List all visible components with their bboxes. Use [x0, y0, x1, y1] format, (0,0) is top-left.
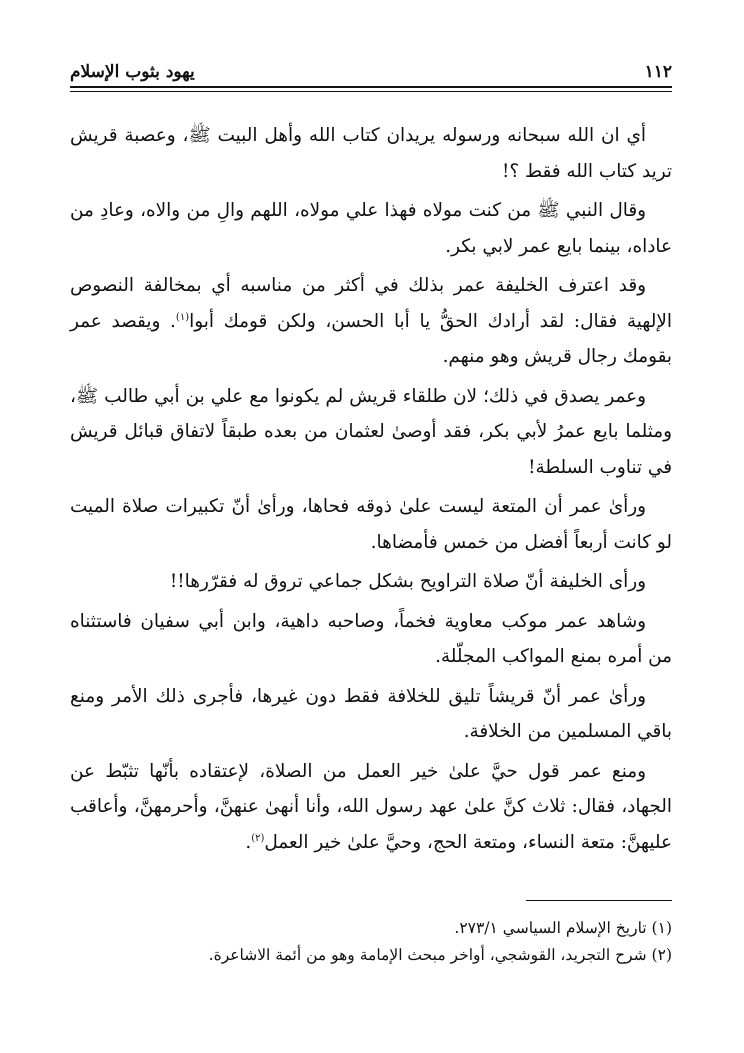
footnote: (١) تاريخ الإسلام السياسي ٢٧٣/١.	[454, 919, 672, 937]
running-header	[70, 52, 672, 82]
footnote: (٢) شرح التجريد، القوشجي، أواخر مبحث الإمامة وهو من أئمة الاشاعرة.	[208, 946, 672, 964]
page-number: ١١٢	[644, 62, 672, 82]
paragraph: وقال النبي ﷺ من كنت مولاه فهذا علي مولاه، اللهم والِ من والاه، وعادِ من عاداه، بينما بايع عمر لابي بكر.	[70, 200, 672, 257]
footnote-rule	[526, 900, 672, 901]
paragraph: ومنع عمر قول حيَّ علىٰ خير العمل من الصلاة، لإعتقاده بأنّها تثبّط عن الجهاد، فقال: ثلاث كنَّ علىٰ عهد رسول الله، وأنا أنهىٰ عنهنَّ، وأحرمهنَّ، وأعاقب عليهنَّ: متعة النساء، ومتعة الحج، وحيَّ علىٰ خير العمل$^{(٢)}$.	[70, 760, 672, 853]
footnote-ref: (٢)	[251, 832, 265, 844]
paragraph: وقد اعترف الخليفة عمر بذلك في أكثر من مناسبه أي بمخالفة النصوص الإلهية فقال: لقد أرادك الحقُّ يا أبا الحسن، ولكن قومك أبوا$^{(١)}$. ويقصد عمر بقومك رجال قريش وهو منهم.	[70, 275, 672, 367]
paragraph: وشاهد عمر موكب معاوية فخماً، وصاحبه داهية، وابن أبي سفيان فاستثناه من أمره بمنع المواكب المجلّلة.	[70, 610, 672, 667]
running-title: يهود بثوب الإسلام	[70, 62, 195, 82]
book-page	[70, 52, 672, 1012]
paragraph: ورأىٰ عمر أن المتعة ليست علىٰ ذوقه فحاها، ورأىٰ أنّ تكبيرات صلاة الميت لو كانت أربعاً أفضل من خمس فأمضاها.	[70, 496, 672, 553]
paragraph: أي ان الله سبحانه ورسوله يريدان كتاب الله وأهل البيت ﷺ، وعصبة قريش تريد كتاب الله فقط ؟!	[70, 125, 672, 182]
footnotes	[70, 915, 672, 969]
paragraph: ورأىٰ عمر أنّ قريشاً تليق للخلافة فقط دون غيرها، فأجرى ذلك الأمر ومنع باقي المسلمين من الخلافة.	[70, 685, 672, 742]
footnote-ref: (١)	[175, 311, 190, 323]
paragraph: ورأى الخليفة أنّ صلاة التراويح بشكل جماعي تروق له فقرّرها!!	[169, 571, 646, 592]
header-rule	[70, 86, 672, 92]
body-text	[70, 118, 672, 860]
paragraph: وعمر يصدق في ذلك؛ لان طلقاء قريش لم يكونوا مع علي بن أبي طالب ﷺ، ومثلما بايع عمرُ لأبي بكر، فقد أوصىٰ لعثمان من بعده طبقاً لاتفاق قبائل قريش في تناوب السلطة!	[70, 385, 672, 478]
